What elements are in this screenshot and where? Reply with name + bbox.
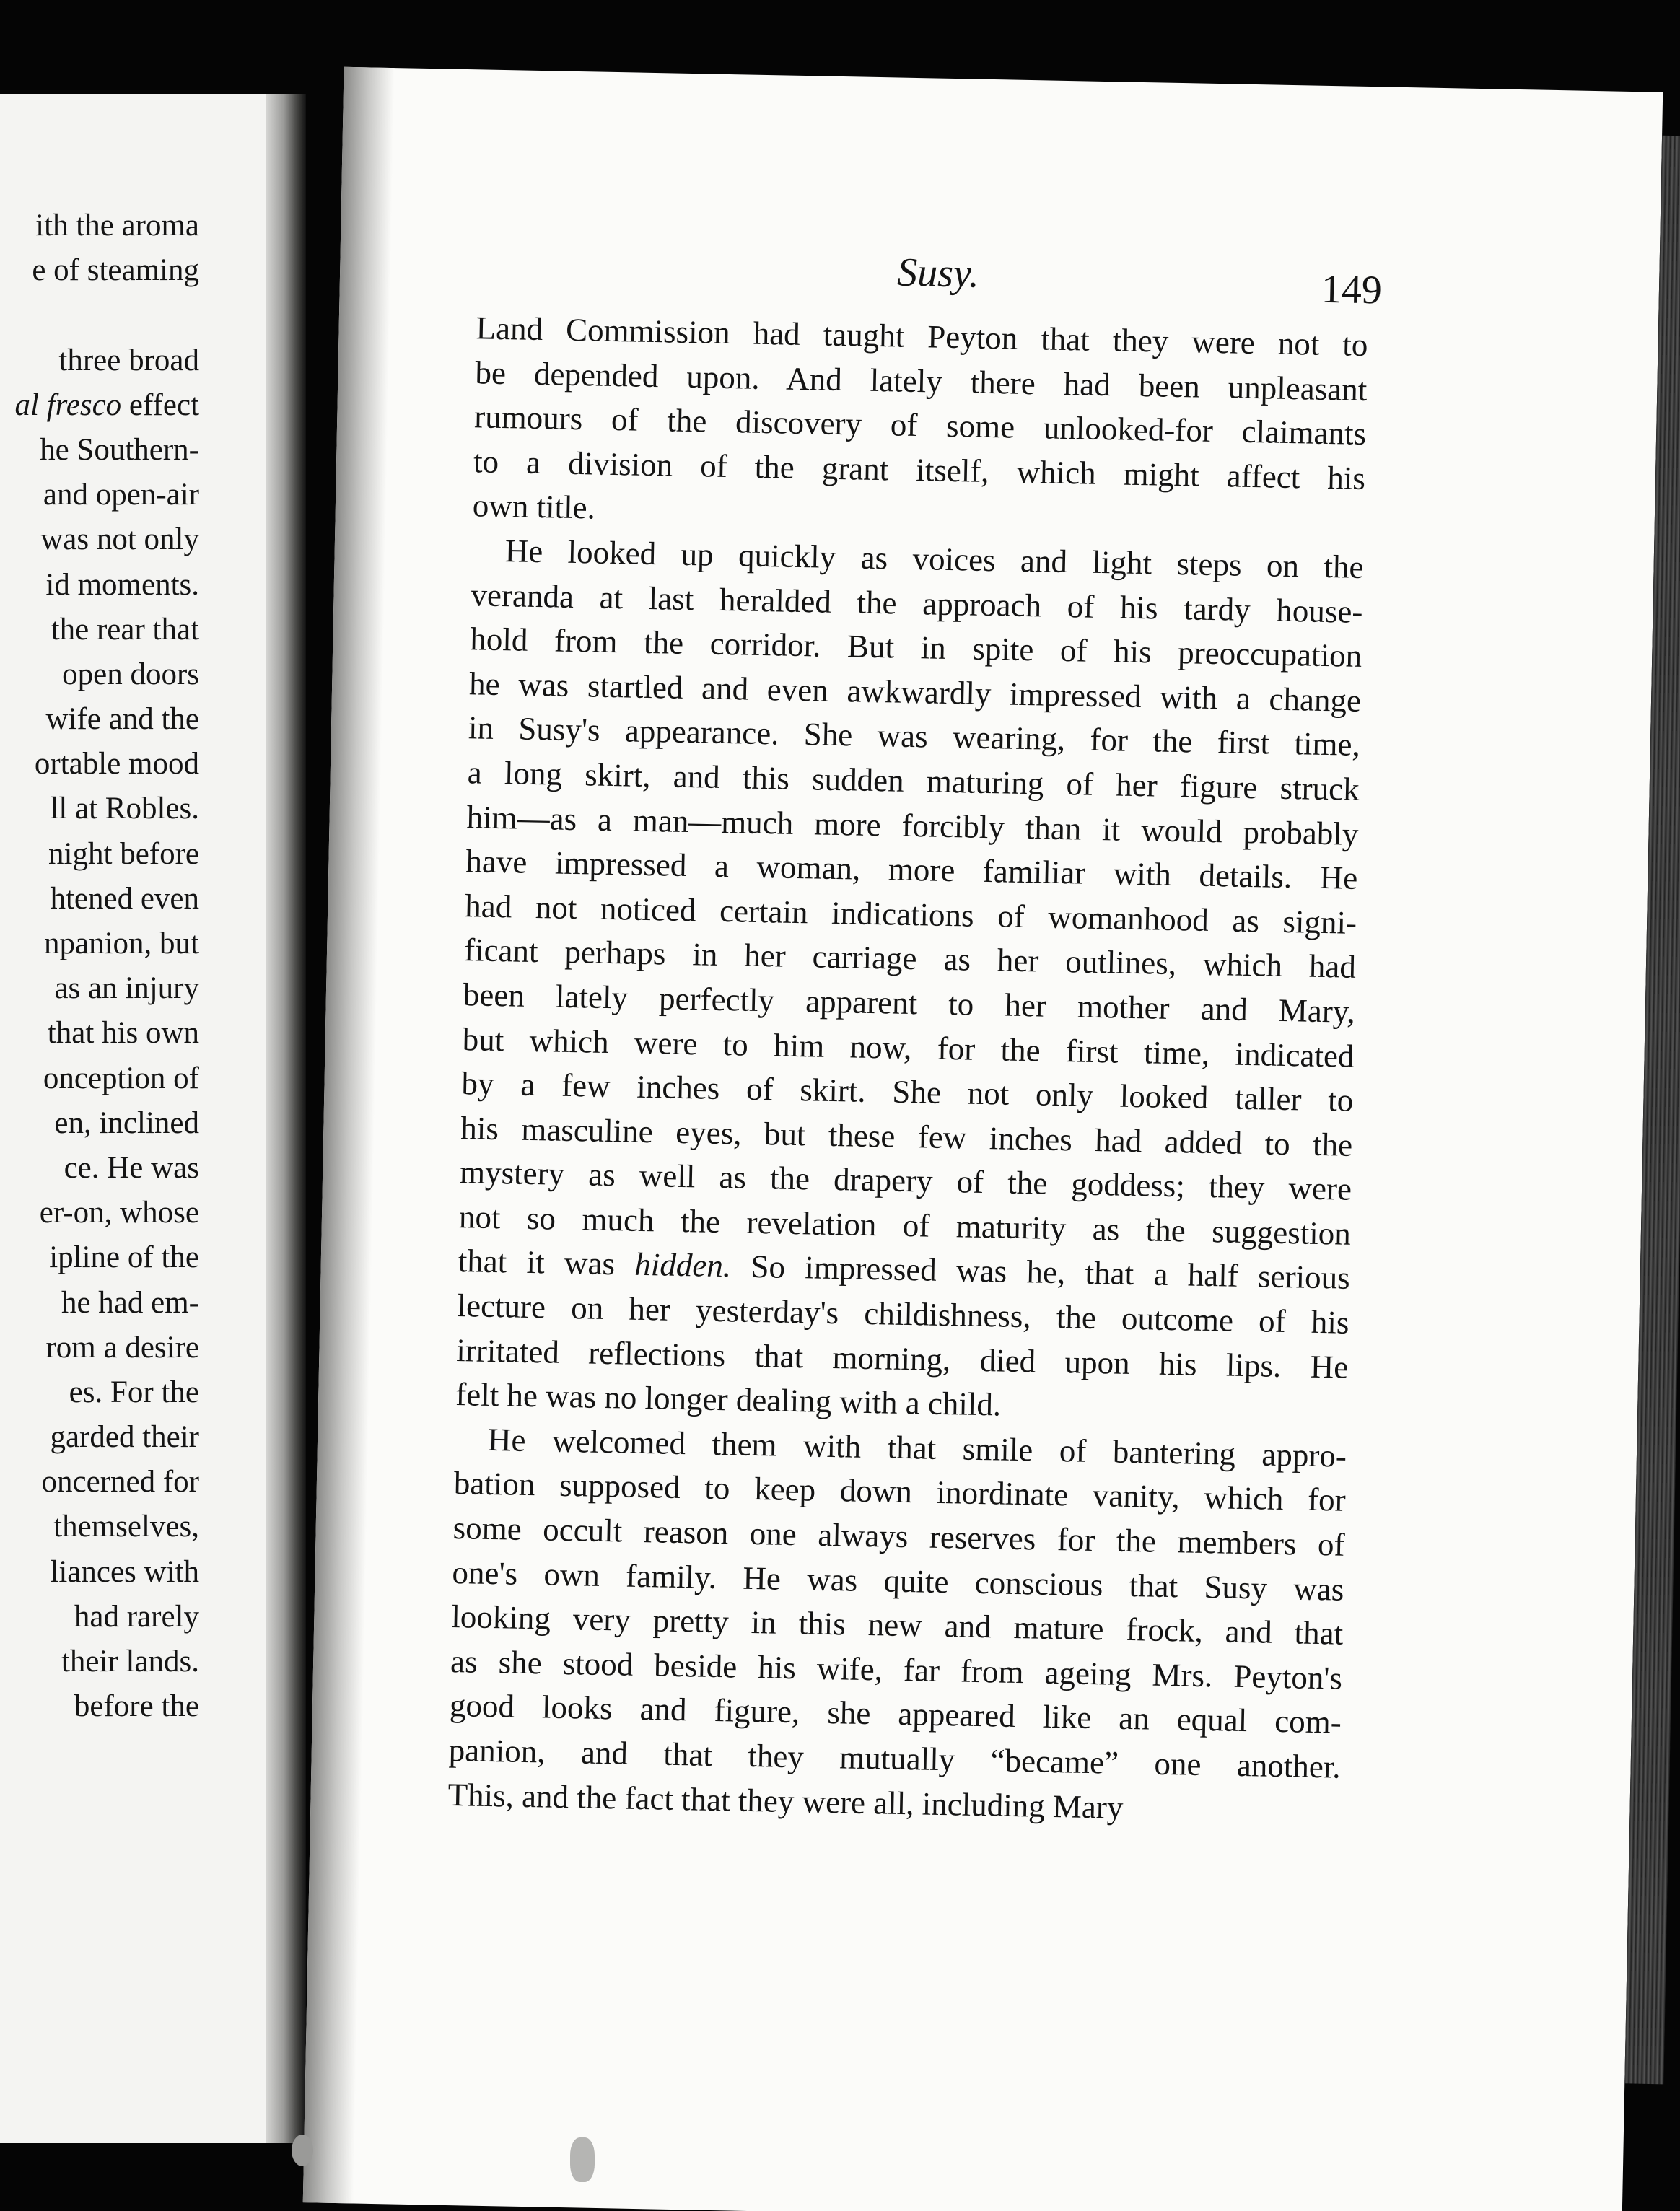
text-line: had not noticed certain indications of womanhood as signi- [464,887,1357,941]
text-line: Land Commission had taught Peyton that they were not to [476,310,1368,364]
left-page-line: had rarely [74,1599,199,1634]
left-page-line: and open-air [43,478,199,512]
page-fore-edge [1624,136,1680,2085]
left-page-line: onception of [43,1061,199,1095]
text-line: but which were to him now, for the first time, indicated [462,1020,1355,1074]
paragraph [472,306,1368,546]
text-line: a long skirt, and this sudden maturing of her figure struck [467,754,1360,807]
paragraph [447,1417,1347,1834]
left-page-line: ortable mood [34,747,199,781]
text-line: veranda at last heralded the approach of his tardy house- [471,576,1363,630]
left-page-line: he had em- [61,1285,199,1320]
left-page-line: ll at Robles. [50,792,199,826]
text-line: not so much the revelation of maturity as the suggestion [458,1198,1352,1252]
spine-shadow [303,67,395,2204]
text-line: to a division of the grant itself, which might affect his [473,443,1366,496]
running-head: Susy. [896,250,980,297]
text-line: own title. [472,487,596,526]
left-page-line: open doors [62,657,199,691]
scan-smudge [570,2137,595,2182]
text-line: have impressed a woman, more familiar with details. He [465,843,1358,897]
text-line: he was startled and even awkwardly impressed with a change [468,665,1362,719]
left-page-line: ipline of the [49,1240,199,1275]
left-page-line: before the [74,1689,199,1724]
text-line: This, and the fact that they were all, including Mary [447,1776,1124,1826]
text-line: that it was hidden. So impressed was he, that a half serious [458,1243,1351,1297]
text-line: ficant perhaps in her carriage as her outlines, which had [463,932,1357,986]
left-page-line: as an injury [54,971,199,1006]
text-line: be depended upon. And lately there had been unpleasant [475,354,1368,408]
right-page [303,67,1663,2211]
left-page-line: er-on, whose [39,1196,199,1230]
text-line: looking very pretty in this new and mature frock, and that [450,1598,1344,1652]
left-page-line: that his own [47,1016,199,1051]
text-line: his masculine eyes, but these few inches had added to the [460,1109,1353,1163]
left-page-line: id moments. [45,567,199,602]
text-line: lecture on her yesterday's childishness, the outcome of his [457,1287,1349,1341]
text-line: irritated reflections that morning, died upon his lips. He [455,1331,1349,1385]
left-page-line: the rear that [51,612,199,647]
left-page-line: al fresco effect [14,388,199,422]
paragraph [455,528,1364,1434]
text-line: in Susy's appearance. She was wearing, for the first time, [468,709,1361,763]
text-line: as she stood beside his wife, far from ageing Mrs. Peyton's [450,1642,1343,1696]
left-page-line: was not only [40,522,199,557]
left-page-line: rom a desire [45,1330,199,1365]
left-page-line: en, inclined [54,1106,199,1140]
scan-smudge [292,2135,313,2166]
left-page-line: oncerned for [41,1465,199,1499]
left-page-line: ce. He was [64,1150,199,1185]
text-line: He looked up quickly as voices and light steps on the [504,533,1365,585]
left-page-gutter-shadow [266,94,306,2143]
left-page-line: ith the aroma [35,209,199,242]
text-line: one's own family. He was quite conscious that Susy was [452,1554,1344,1608]
left-page-line: htened even [50,881,199,916]
left-page-line: three broad [58,343,199,377]
left-page-line [0,293,199,338]
left-page-line: themselves, [53,1510,199,1544]
text-line: hold from the corridor. But in spite of his preoccupation [469,621,1362,675]
left-page-line: e of steaming [32,253,199,288]
left-page-line: npanion, but [44,927,199,960]
text-line: felt he was no longer dealing with a child. [455,1376,1002,1423]
left-page-line: liances with [50,1554,199,1589]
text-line: been lately perfectly apparent to her mother and Mary, [463,976,1356,1030]
left-page-line: night before [48,836,199,871]
text-line: by a few inches of skirt. She not only looked taller to [461,1065,1354,1118]
text-line: bation supposed to keep down inordinate vanity, which for [453,1465,1347,1519]
text-line: him—as a man—much more forcibly than it would probably [466,798,1359,852]
text-line: some occult reason one always reserves for the members of [452,1510,1345,1563]
page-number: 149 [1321,266,1383,313]
body-text [447,306,1368,1834]
left-page-line: he Southern- [40,432,199,467]
text-line: panion, and that they mutually “became” one another. [448,1731,1342,1785]
left-page-line: wife and the [45,702,199,737]
left-page-line: garded their [50,1420,199,1455]
text-line: mystery as well as the drapery of the goddess; they were [459,1154,1352,1208]
left-page-text [0,203,199,1729]
text-line: rumours of the discovery of some unlooked-for claimants [473,398,1367,452]
left-page-line: es. For the [69,1375,199,1409]
text-line: He welcomed them with that smile of bantering appro- [487,1421,1347,1474]
left-page-line: their lands. [61,1645,199,1678]
text-line: good looks and figure, she appeared like an equal com- [449,1687,1342,1741]
